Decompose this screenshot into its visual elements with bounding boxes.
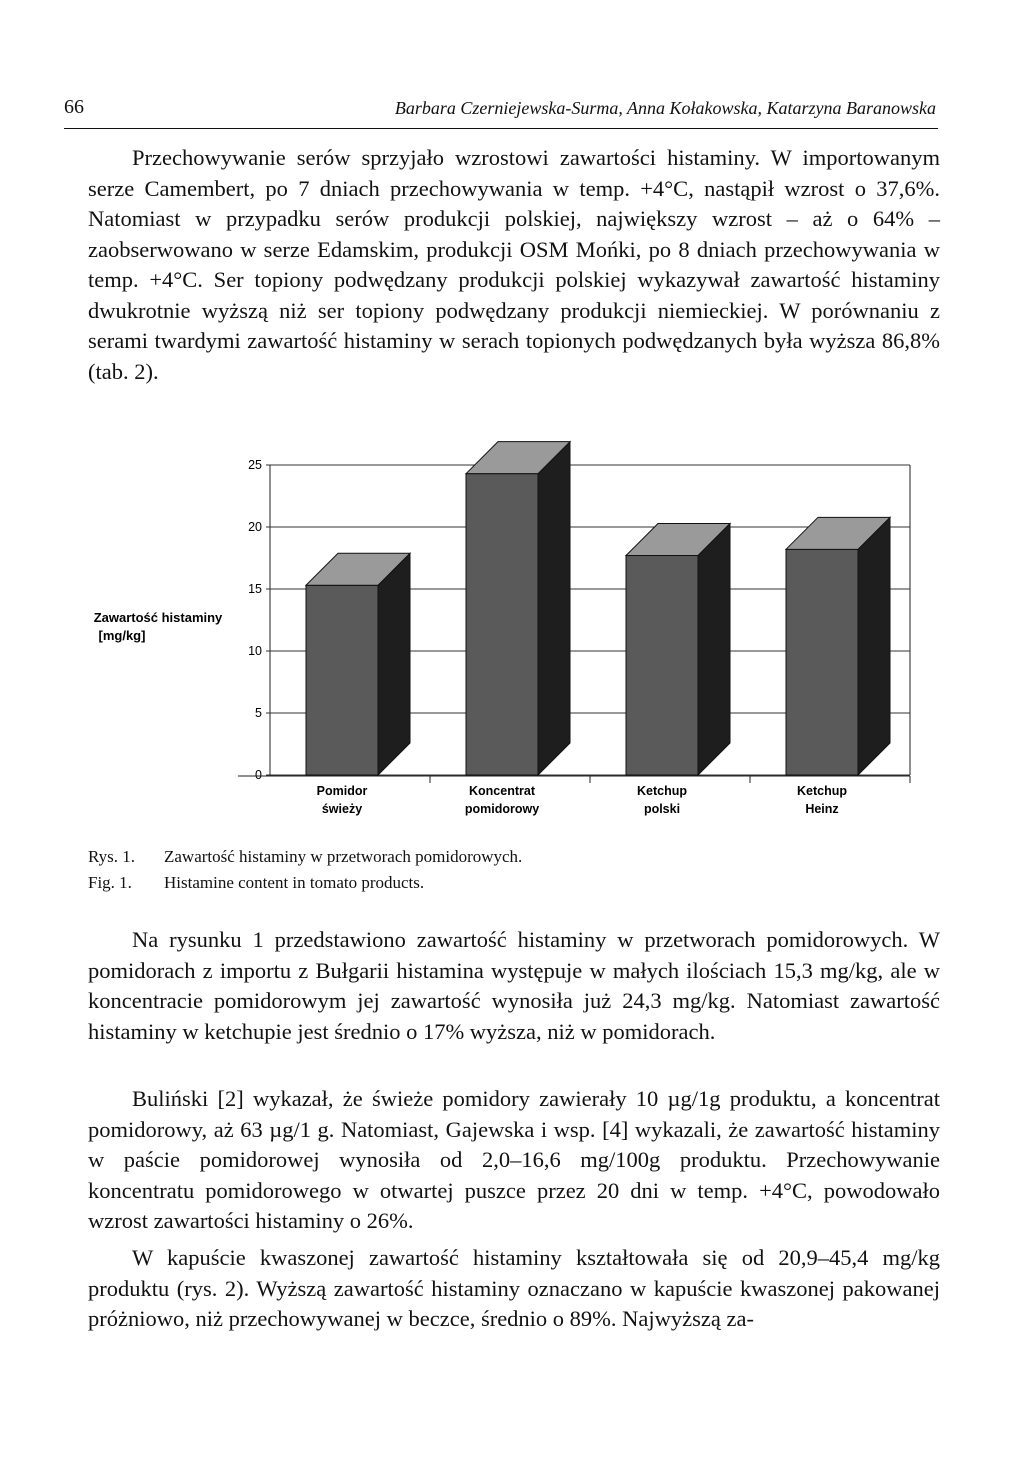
bar-side-0 (378, 553, 410, 775)
category-label-1-line2: pomidorowy (464, 802, 540, 816)
bar-front-1 (466, 474, 538, 775)
y-tick-label-0: 0 (255, 768, 262, 782)
y-tick-label-5: 5 (255, 706, 262, 720)
caption-text-pl: Zawartość histaminy w przetworach pomidorowych. (164, 847, 523, 866)
bar-front-0 (306, 585, 378, 775)
figure-caption-pl (88, 846, 522, 867)
y-tick-label-20: 20 (248, 520, 262, 534)
bar-front-3 (786, 549, 858, 775)
bar-group-3 (786, 517, 890, 775)
chart-x-categories (317, 776, 910, 816)
paragraph-bulinski: Buliński [2] wykazał, że świeże pomidory zawierały 10 µg/1g produktu, a koncentrat pomidorowy, aż 63 µg/1 g. Natomiast, Gajewska i wsp. [4] wykazali, że zawartość histaminy w paście pomidorowej wynosiła od 2,0–16,6 mg/100g produktu. Przechowywanie koncentratu pomidorowego w otwartej puszce przez 20 dni w temp. +4°C, powodowało wzrost zawartości histaminy o 26%. (88, 1086, 940, 1233)
y-tick-label-10: 10 (248, 644, 262, 658)
bar-front-2 (626, 556, 698, 775)
bar-side-3 (858, 517, 890, 775)
bar-side-2 (698, 524, 730, 775)
page-number: 66 (64, 96, 84, 118)
category-label-0-line2: świeży (321, 802, 363, 816)
bar-group-0 (306, 553, 410, 775)
y-tick-label-25: 25 (248, 458, 262, 472)
bar-side-1 (538, 442, 570, 775)
category-label-2-line2: polski (643, 802, 681, 816)
caption-label-rys: Rys. 1. (88, 847, 136, 866)
y-axis-label-line2: [mg/kg] (98, 628, 146, 643)
paragraph-sauerkraut: W kapuście kwaszonej zawartość histaminy kształtowała się od 20,9–45,4 mg/kg produktu (rys. 2). Wyższą zawartość histaminy oznaczano w kapuście kwaszonej pakowanej próżniowo, niż przechowywanej w beczce, średnio o 89%. Najwyższą za- (88, 1245, 940, 1331)
y-axis-label-line1: Zawartość histaminy (93, 610, 223, 625)
category-label-1-line1: Koncentrat (469, 784, 535, 798)
category-label-0-line1: Pomidor (316, 784, 368, 798)
bar-group-2 (626, 524, 730, 775)
paragraph-tomato-products: Na rysunku 1 przedstawiono zawartość histaminy w przetworach pomidorowych. W pomidorach z importu z Bułgarii histamina występuje w małych ilościach 15,3 mg/kg, ale w koncentracie pomidorowym jej zawartość wynosiła już 24,3 mg/kg. Natomiast zawartość histaminy w ketchupie jest średnio o 17% wyższa, niż w pomidorach. (88, 927, 940, 1044)
bar-group-1 (466, 442, 570, 775)
histamine-bar-chart (80, 440, 940, 840)
paragraph-cheese-storage: Przechowywanie serów sprzyjało wzrostowi zawartości histaminy. W importowanym serze Camembert, po 7 dniach przechowywania w temp. +4°C, nastąpił wzrost o 37,6%. Natomiast w przypadku serów produkcji polskiej, największy wzrost – aż o 64% – zaobserwowano w serze Edamskim, produkcji OSM Mońki, po 8 dniach przechowywania w temp. +4°C. Ser topiony podwędzany produkcji polskiej wykazywał zawartość histaminy dwukrotnie wyższą niż ser topiony podwędzany produkcji niemieckiej. W porównaniu z serami twardymi zawartość histaminy w serach topionych podwędzanych była wyższa 86,8% (tab. 2). (88, 145, 940, 384)
category-label-2-line1: Ketchup (637, 784, 687, 798)
chart-bars (306, 442, 890, 775)
running-header (64, 96, 938, 129)
category-label-3-line1: Ketchup (797, 784, 847, 798)
caption-label-fig: Fig. 1. (88, 873, 132, 892)
figure-caption-en (88, 872, 424, 893)
category-label-3-line2: Heinz (805, 802, 839, 816)
y-tick-label-15: 15 (248, 582, 262, 596)
caption-text-en: Histamine content in tomato products. (164, 873, 425, 892)
author-running-head: Barbara Czerniejewska-Surma, Anna Kołakowska, Katarzyna Baranowska (394, 98, 936, 118)
